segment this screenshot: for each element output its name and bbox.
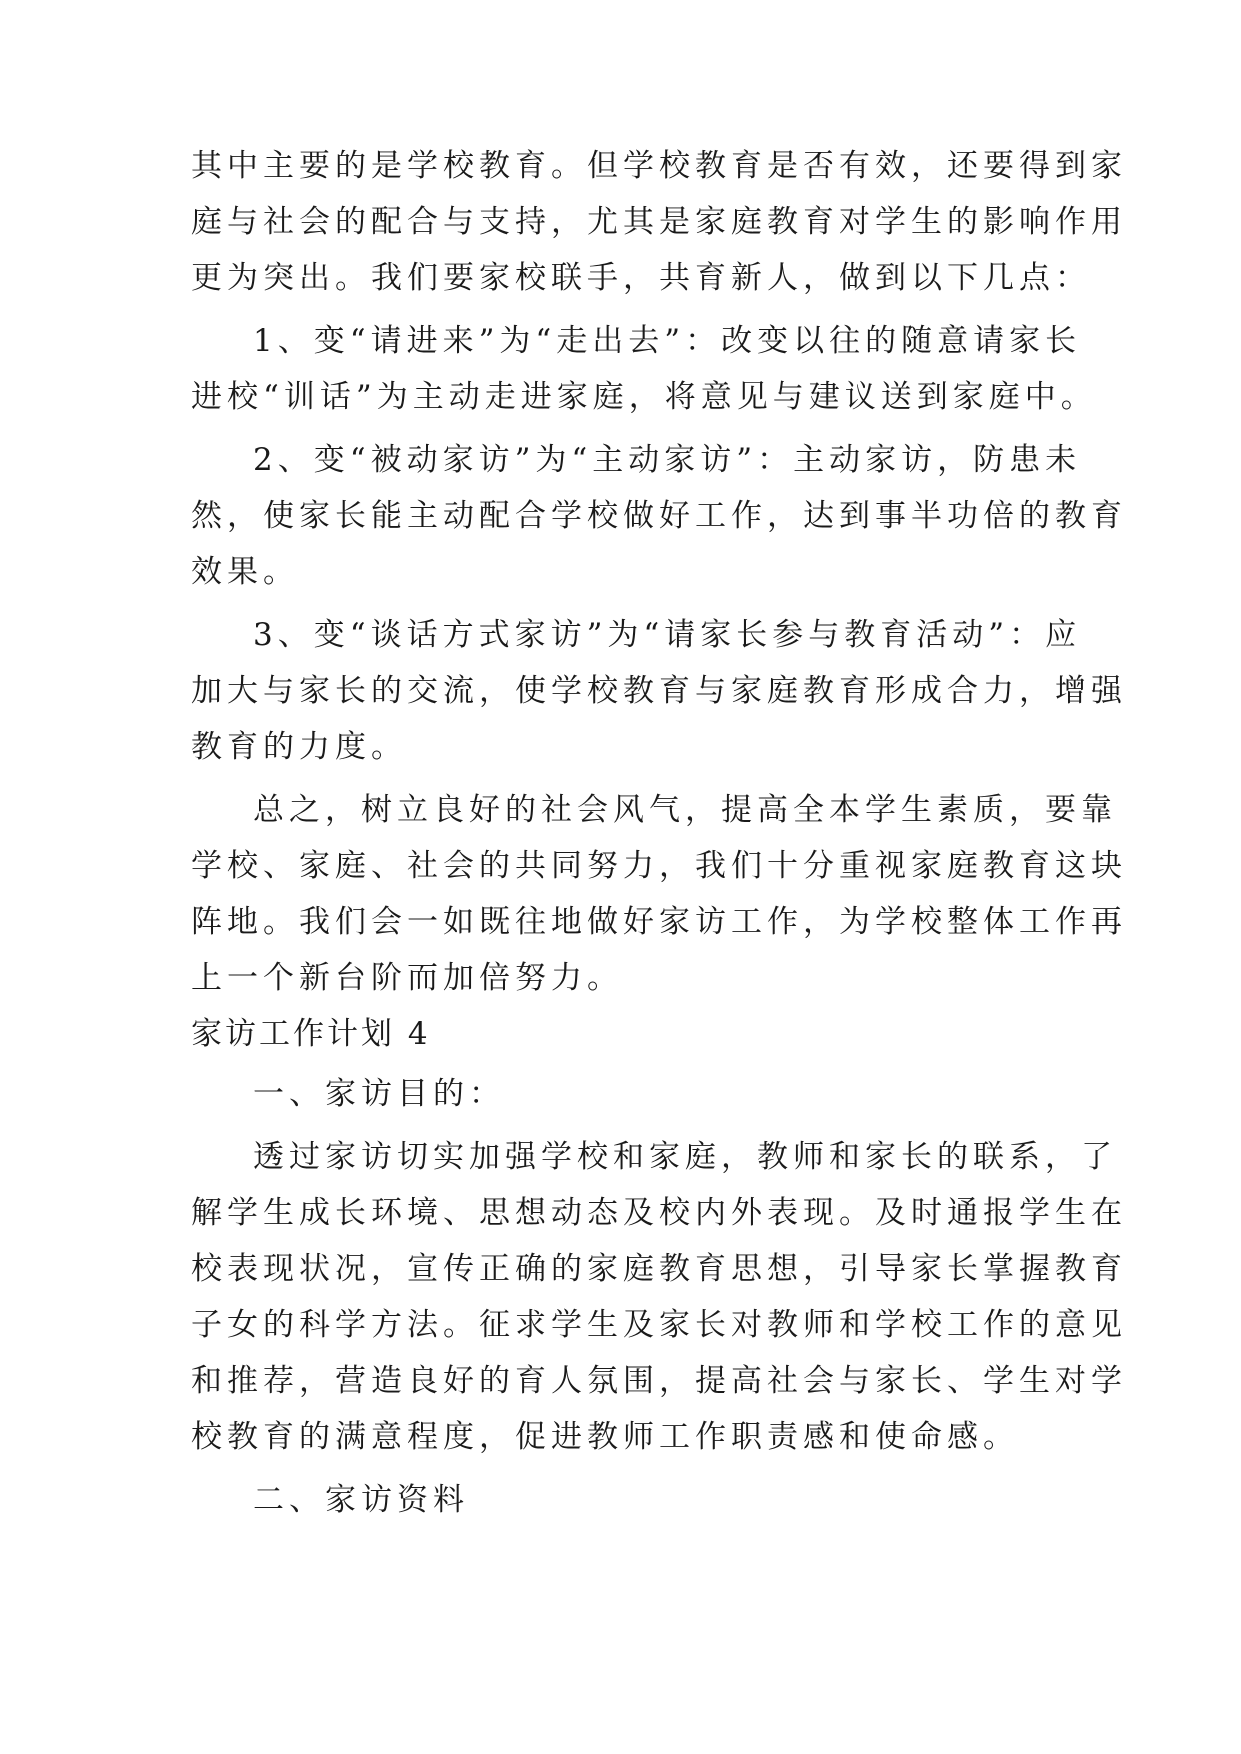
paragraph-line: 和推荐，营造良好的育人氛围，提高社会与家长、学生对学 xyxy=(191,1363,1127,1399)
paragraph-line: 校教育的满意程度，促进教师工作职责感和使命感。 xyxy=(191,1419,1019,1455)
paragraph-line: 学校、家庭、社会的共同努力，我们十分重视家庭教育这块 xyxy=(191,848,1127,884)
paragraph-line: 加大与家长的交流，使学校教育与家庭教育形成合力，增强 xyxy=(191,673,1127,709)
purpose-paragraph: 透过家访切实加强学校和家庭，教师和家长的联系，了 xyxy=(253,1139,1117,1175)
paragraph-line: 更为突出。我们要家校联手，共育新人，做到以下几点： xyxy=(191,260,1091,296)
list-item-1: 1、变“请进来”为“走出去”：改变以往的随意请家长 xyxy=(253,323,1082,359)
paragraph-line: 庭与社会的配合与支持，尤其是家庭教育对学生的影响作用 xyxy=(191,204,1127,240)
paragraph-line: 上一个新台阶而加倍努力。 xyxy=(191,960,623,996)
paragraph-line: 阵地。我们会一如既往地做好家访工作，为学校整体工作再 xyxy=(191,904,1127,940)
paragraph-line: 校表现状况，宣传正确的家庭教育思想，引导家长掌握教育 xyxy=(191,1251,1127,1287)
list-item-2: 2、变“被动家访”为“主动家访”：主动家访，防患未 xyxy=(253,442,1082,478)
paragraph-line: 然，使家长能主动配合学校做好工作，达到事半功倍的教育 xyxy=(191,498,1127,534)
paragraph-line: 进校“训话”为主动走进家庭，将意见与建议送到家庭中。 xyxy=(191,379,1097,415)
paragraph-line: 子女的科学方法。征求学生及家长对教师和学校工作的意见 xyxy=(191,1307,1127,1343)
list-item-3: 3、变“谈话方式家访”为“请家长参与教育活动”：应 xyxy=(253,617,1082,653)
summary-paragraph: 总之，树立良好的社会风气，提高全本学生素质，要靠 xyxy=(253,792,1117,828)
section-title: 家访工作计划 4 xyxy=(191,1016,431,1052)
paragraph-line: 其中主要的是学校教育。但学校教育是否有效，还要得到家 xyxy=(191,148,1127,184)
paragraph-line: 解学生成长环境、思想动态及校内外表现。及时通报学生在 xyxy=(191,1195,1127,1231)
subsection-heading: 二、家访资料 xyxy=(253,1482,469,1518)
paragraph-line: 效果。 xyxy=(191,554,299,590)
paragraph-line: 教育的力度。 xyxy=(191,729,407,765)
subsection-heading: 一、家访目的： xyxy=(253,1076,505,1112)
